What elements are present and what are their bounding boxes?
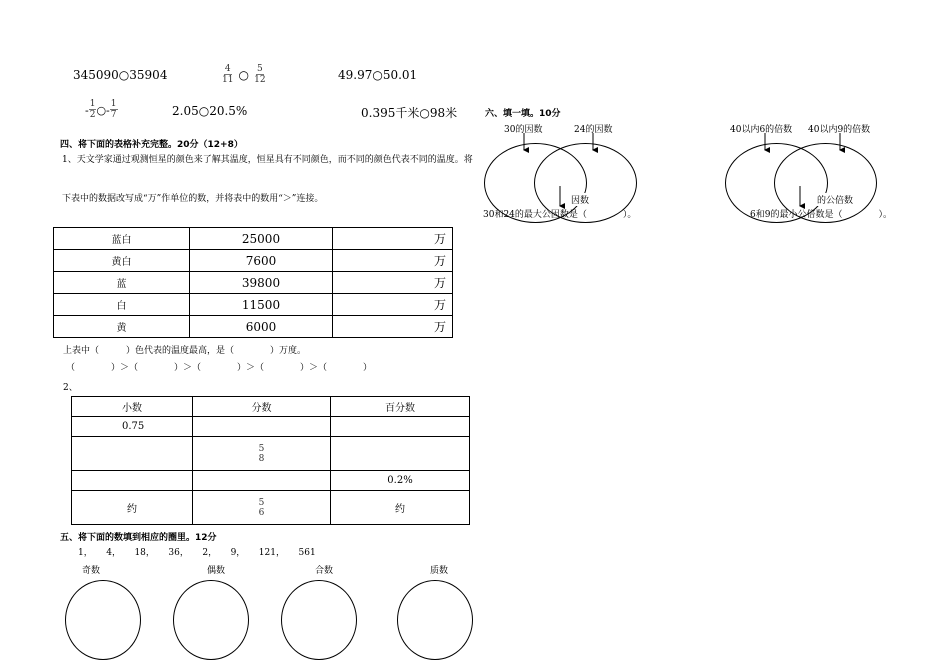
star-temperature-table — [53, 227, 453, 338]
table-row: 0.2% — [72, 471, 470, 491]
table-row: 小数 分数 百分数 — [72, 397, 470, 417]
section-title: 六、填一填。10分 — [485, 109, 561, 119]
question-text: 1、天文学家通过观测恒星的颜色来了解其温度，恒星具有不同颜色，而不同的颜色代表不同的温度。将 — [62, 155, 473, 165]
odd-circle[interactable] — [65, 580, 141, 660]
table-row: 0.75 — [72, 417, 470, 437]
fraction: $\frac{1}{2}$ — [89, 99, 96, 120]
venn-answer: 30和24的最大公因数是（ ）。 — [483, 210, 637, 220]
table-row: 黄 6000 万 — [54, 316, 453, 338]
fraction: 5 6 — [258, 497, 265, 518]
circle-label-odd: 奇数 — [82, 566, 101, 576]
table-row: 约 5 6 约 — [72, 491, 470, 525]
compare-item: 345090○35904 — [73, 68, 168, 82]
section-title: 五、将下面的数填到相应的圈里。12分 — [60, 533, 217, 543]
conversion-table — [71, 396, 470, 525]
venn-middle-label: 因数 — [571, 193, 589, 206]
compare-fraction-item: $\frac{4}{11}$ ○ $\frac{5}{12}$ — [222, 64, 266, 85]
table-row: 黄白 7600 万 — [54, 250, 453, 272]
compare-item: 2.05○20.5% — [172, 104, 248, 118]
venn-middle-label: 的公倍数 — [817, 193, 853, 206]
question-text: 下表中的数据改写成“万”作单位的数，并将表中的数用“＞”连接。 — [62, 194, 324, 204]
compare-item: 0.395千米○98米 — [361, 106, 458, 120]
table-row: 白 11500 万 — [54, 294, 453, 316]
question-number: 2、 — [63, 383, 78, 393]
fraction: $\frac{1}{7}$ — [110, 99, 117, 120]
even-circle[interactable] — [173, 580, 249, 660]
fraction: $\frac{5}{12}$ — [254, 64, 266, 85]
fraction: $\frac{4}{11}$ — [222, 64, 234, 85]
table-row: 蓝白 25000 万 — [54, 228, 453, 250]
composite-circle[interactable] — [281, 580, 357, 660]
prime-circle[interactable] — [397, 580, 473, 660]
fill-in-blank: （ ）＞（ ）＞（ ）＞（ ）＞（ ） — [66, 363, 373, 373]
venn-label: 30的因数 — [504, 125, 543, 135]
venn-label: 40以内9的倍数 — [808, 125, 871, 135]
compare-fraction-item: - $\frac{1}{2}$ ○- $\frac{1}{7}$ — [85, 99, 117, 120]
circle-label-even: 偶数 — [207, 566, 226, 576]
fill-in-blank: 上表中（ ）色代表的温度最高，是（ ）万度。 — [63, 346, 307, 356]
table-row — [72, 437, 470, 471]
venn-label: 24的因数 — [574, 125, 613, 135]
circle-label-prime: 质数 — [430, 566, 449, 576]
venn-label: 40以内6的倍数 — [730, 125, 793, 135]
section-title: 四、将下面的表格补充完整。20分（12+8） — [60, 140, 243, 150]
table-row: 蓝 39800 万 — [54, 272, 453, 294]
compare-item: 49.97○50.01 — [338, 68, 418, 82]
circle-label-composite: 合数 — [315, 566, 334, 576]
venn-answer: 6和9的最小公倍数是（ ）。 — [750, 210, 892, 220]
fraction: 5 8 — [258, 443, 265, 464]
number-list: 1， 4， 18， 36， 2， 9， 121， 561 — [78, 548, 316, 558]
